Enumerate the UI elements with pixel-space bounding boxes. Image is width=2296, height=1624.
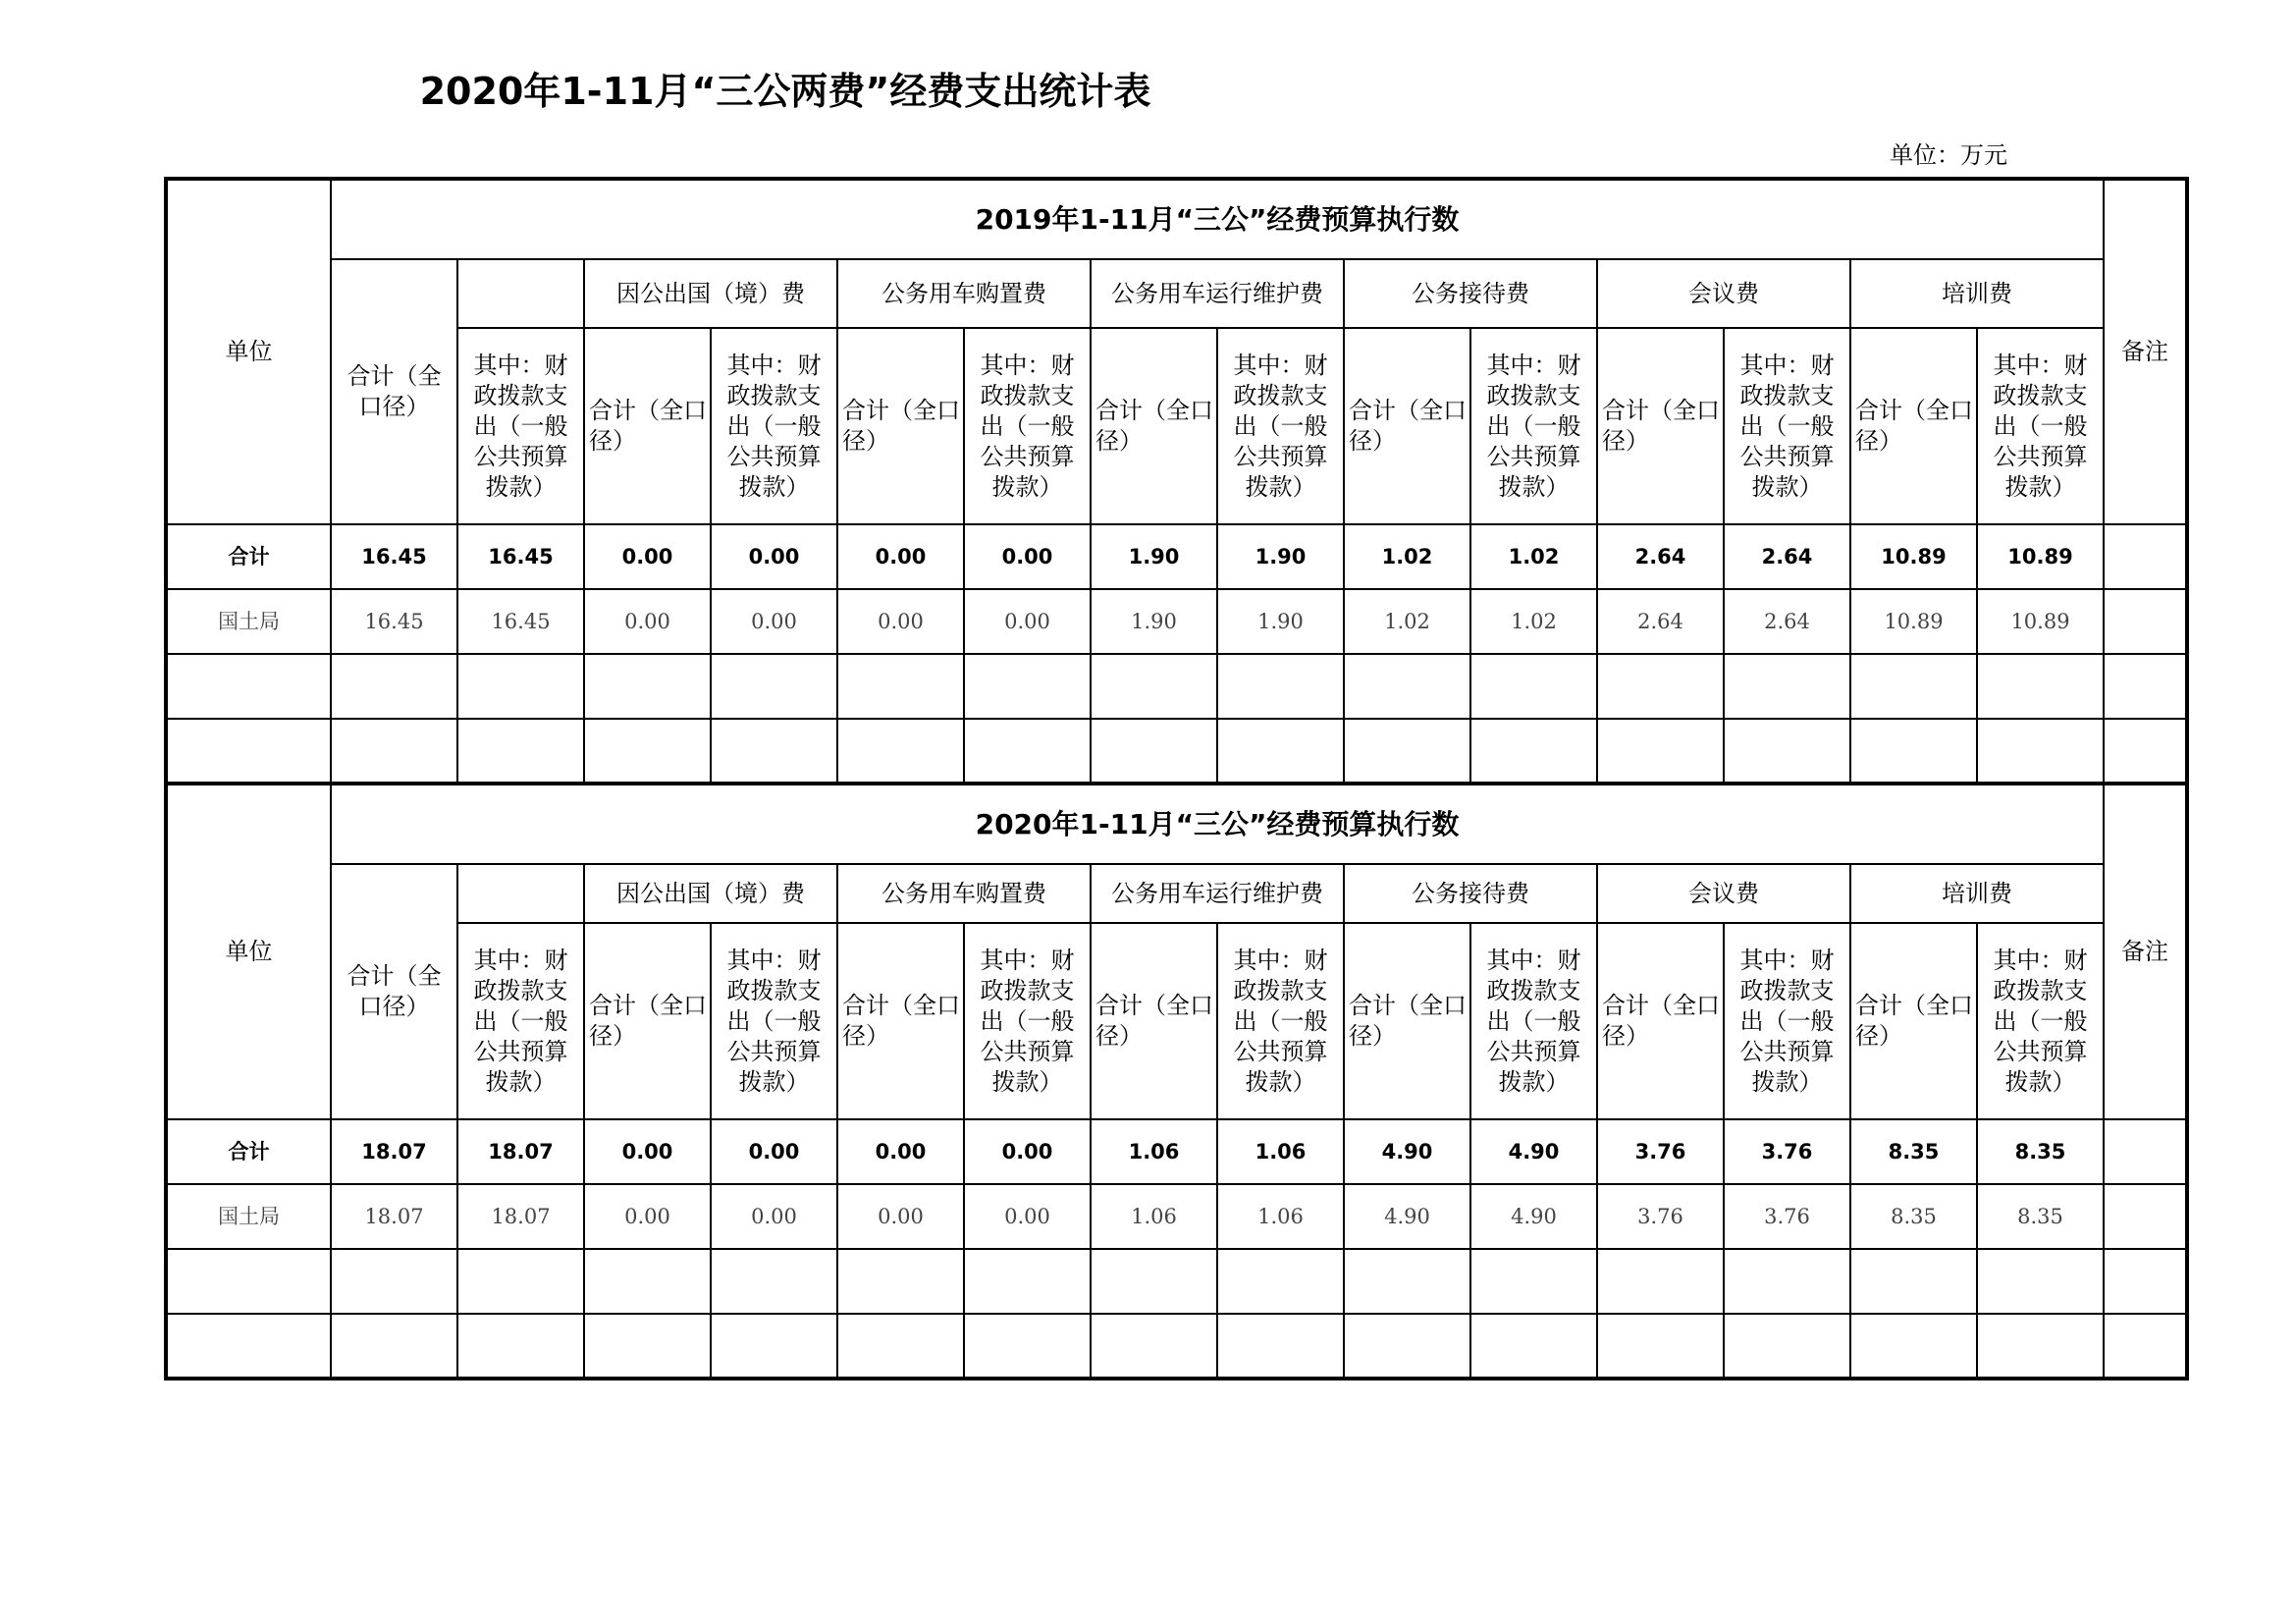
unit-header: 单位 — [166, 784, 331, 1119]
empty-cell — [1850, 719, 1977, 784]
empty-row — [166, 719, 2187, 784]
sub-total-header: 合计（全口径） — [1850, 328, 1977, 524]
empty-cell — [331, 1314, 457, 1379]
total-all-header: 合计（全口径） — [331, 864, 457, 1119]
fiscal-header: 其中：财政拨款支出（一般公共预算拨款） — [964, 923, 1091, 1119]
empty-cell — [711, 1249, 837, 1314]
value-cell: 0.00 — [837, 1184, 964, 1249]
empty-cell — [331, 654, 457, 719]
empty-cell — [2104, 1249, 2187, 1314]
value-cell: 0.00 — [711, 1119, 837, 1184]
page-title: 2020年1-11月“三公两费”经费支出统计表 — [419, 70, 1151, 113]
empty-cell — [1597, 1249, 1724, 1314]
value-cell: 2.64 — [1597, 589, 1724, 654]
value-cell: 0.00 — [584, 524, 711, 589]
remark-cell — [2104, 589, 2187, 654]
empty-cell — [1344, 1249, 1470, 1314]
value-cell: 8.35 — [1850, 1119, 1977, 1184]
category-header: 公务用车运行维护费 — [1091, 864, 1344, 923]
empty-cell — [1344, 719, 1470, 784]
empty-cell — [1977, 654, 2104, 719]
fiscal-header: 其中：财政拨款支出（一般公共预算拨款） — [1724, 328, 1850, 524]
value-cell: 1.02 — [1470, 589, 1597, 654]
table-row — [166, 1119, 2187, 1184]
value-cell: 3.76 — [1724, 1184, 1850, 1249]
value-cell: 3.76 — [1724, 1119, 1850, 1184]
fiscal-header: 其中：财政拨款支出（一般公共预算拨款） — [964, 328, 1091, 524]
value-cell: 0.00 — [837, 1119, 964, 1184]
blank-header-cell — [457, 864, 584, 923]
empty-cell — [711, 1314, 837, 1379]
value-cell: 1.06 — [1091, 1119, 1217, 1184]
empty-cell — [584, 654, 711, 719]
value-cell: 18.07 — [457, 1119, 584, 1184]
table-row — [166, 524, 2187, 589]
empty-cell — [1217, 719, 1344, 784]
category-header: 培训费 — [1850, 864, 2104, 923]
empty-cell — [964, 719, 1091, 784]
empty-cell — [2104, 719, 2187, 784]
value-cell: 1.02 — [1470, 524, 1597, 589]
unit-label: 单位：万元 — [1890, 141, 2007, 169]
value-cell: 0.00 — [964, 524, 1091, 589]
value-cell: 1.90 — [1091, 589, 1217, 654]
empty-cell — [166, 1314, 331, 1379]
fiscal-header: 其中：财政拨款支出（一般公共预算拨款） — [1217, 328, 1344, 524]
category-header: 因公出国（境）费 — [584, 864, 837, 923]
category-header: 公务用车运行维护费 — [1091, 259, 1344, 328]
fiscal-header: 其中：财政拨款支出（一般公共预算拨款） — [1977, 923, 2104, 1119]
value-cell: 3.76 — [1597, 1119, 1724, 1184]
value-cell: 2.64 — [1724, 589, 1850, 654]
category-header: 培训费 — [1850, 259, 2104, 328]
value-cell: 10.89 — [1977, 589, 2104, 654]
fiscal-header: 其中：财政拨款支出（一般公共预算拨款） — [1470, 328, 1597, 524]
empty-cell — [837, 719, 964, 784]
value-cell: 0.00 — [584, 1184, 711, 1249]
empty-cell — [1977, 1249, 2104, 1314]
empty-cell — [584, 1249, 711, 1314]
value-cell: 0.00 — [584, 1119, 711, 1184]
empty-cell — [1597, 719, 1724, 784]
value-cell: 0.00 — [584, 589, 711, 654]
section-heading-row — [166, 179, 2187, 259]
remark-cell — [2104, 1119, 2187, 1184]
value-cell: 0.00 — [711, 589, 837, 654]
empty-cell — [457, 654, 584, 719]
row-unit-name: 国土局 — [166, 589, 331, 654]
value-cell: 10.89 — [1977, 524, 2104, 589]
value-cell: 0.00 — [964, 1119, 1091, 1184]
fiscal-header: 其中：财政拨款支出（一般公共预算拨款） — [457, 923, 584, 1119]
category-header: 会议费 — [1597, 864, 1850, 923]
empty-cell — [711, 719, 837, 784]
value-cell: 4.90 — [1344, 1184, 1470, 1249]
value-cell: 0.00 — [711, 1184, 837, 1249]
empty-cell — [457, 1314, 584, 1379]
table-row — [166, 1184, 2187, 1249]
value-cell: 1.06 — [1217, 1184, 1344, 1249]
blank-header-cell — [457, 259, 584, 328]
category-header: 公务用车购置费 — [837, 259, 1091, 328]
value-cell: 4.90 — [1470, 1184, 1597, 1249]
empty-cell — [1470, 654, 1597, 719]
empty-cell — [166, 719, 331, 784]
empty-cell — [1597, 654, 1724, 719]
empty-row — [166, 1249, 2187, 1314]
expense-table — [164, 177, 2189, 1380]
empty-cell — [1724, 654, 1850, 719]
sub-total-header: 合计（全口径） — [1597, 923, 1724, 1119]
value-cell: 16.45 — [331, 524, 457, 589]
value-cell: 1.06 — [1091, 1184, 1217, 1249]
category-header: 会议费 — [1597, 259, 1850, 328]
empty-cell — [1091, 1314, 1217, 1379]
value-cell: 1.02 — [1344, 524, 1470, 589]
total-all-header: 合计（全口径） — [331, 259, 457, 524]
value-cell: 0.00 — [837, 589, 964, 654]
value-cell: 3.76 — [1597, 1184, 1724, 1249]
value-cell: 1.02 — [1344, 589, 1470, 654]
empty-cell — [1217, 1314, 1344, 1379]
category-header-row — [166, 259, 2187, 328]
empty-cell — [837, 1249, 964, 1314]
empty-cell — [584, 719, 711, 784]
remark-cell — [2104, 1184, 2187, 1249]
category-header: 公务接待费 — [1344, 864, 1597, 923]
empty-cell — [1977, 719, 2104, 784]
sub-total-header: 合计（全口径） — [837, 923, 964, 1119]
value-cell: 16.45 — [457, 589, 584, 654]
value-cell: 1.90 — [1217, 589, 1344, 654]
empty-cell — [331, 719, 457, 784]
empty-cell — [331, 1249, 457, 1314]
sub-header-row — [166, 328, 2187, 524]
empty-cell — [1597, 1314, 1724, 1379]
sub-total-header: 合计（全口径） — [584, 328, 711, 524]
empty-cell — [837, 1314, 964, 1379]
empty-cell — [1724, 719, 1850, 784]
empty-cell — [1470, 1314, 1597, 1379]
value-cell: 1.90 — [1217, 524, 1344, 589]
sub-total-header: 合计（全口径） — [837, 328, 964, 524]
empty-cell — [1724, 1249, 1850, 1314]
empty-cell — [1850, 1249, 1977, 1314]
category-header-row — [166, 864, 2187, 923]
value-cell: 2.64 — [1597, 524, 1724, 589]
category-header: 因公出国（境）费 — [584, 259, 837, 328]
sub-total-header: 合计（全口径） — [1091, 923, 1217, 1119]
empty-cell — [166, 654, 331, 719]
section-heading: 2020年1-11月“三公”经费预算执行数 — [331, 784, 2104, 864]
empty-row — [166, 1314, 2187, 1379]
sub-total-header: 合计（全口径） — [1344, 328, 1470, 524]
empty-cell — [457, 719, 584, 784]
unit-header: 单位 — [166, 179, 331, 524]
empty-cell — [1724, 1314, 1850, 1379]
empty-cell — [837, 654, 964, 719]
empty-row — [166, 654, 2187, 719]
fiscal-header: 其中：财政拨款支出（一般公共预算拨款） — [1217, 923, 1344, 1119]
fiscal-header: 其中：财政拨款支出（一般公共预算拨款） — [1977, 328, 2104, 524]
sub-total-header: 合计（全口径） — [1850, 923, 1977, 1119]
empty-cell — [2104, 1314, 2187, 1379]
value-cell: 4.90 — [1470, 1119, 1597, 1184]
value-cell: 2.64 — [1724, 524, 1850, 589]
empty-cell — [1217, 1249, 1344, 1314]
value-cell: 18.07 — [331, 1184, 457, 1249]
value-cell: 0.00 — [964, 589, 1091, 654]
empty-cell — [711, 654, 837, 719]
row-unit-name: 合计 — [166, 524, 331, 589]
section-heading-row — [166, 784, 2187, 864]
empty-cell — [1344, 654, 1470, 719]
empty-cell — [1344, 1314, 1470, 1379]
value-cell: 1.90 — [1091, 524, 1217, 589]
fiscal-header: 其中：财政拨款支出（一般公共预算拨款） — [457, 328, 584, 524]
empty-cell — [1977, 1314, 2104, 1379]
empty-cell — [1217, 654, 1344, 719]
fiscal-header: 其中：财政拨款支出（一般公共预算拨款） — [1724, 923, 1850, 1119]
section-heading: 2019年1-11月“三公”经费预算执行数 — [331, 179, 2104, 259]
value-cell: 0.00 — [711, 524, 837, 589]
empty-cell — [1470, 1249, 1597, 1314]
remark-cell — [2104, 524, 2187, 589]
value-cell: 16.45 — [457, 524, 584, 589]
value-cell: 1.06 — [1217, 1119, 1344, 1184]
value-cell: 0.00 — [837, 524, 964, 589]
empty-cell — [1850, 1314, 1977, 1379]
empty-cell — [1470, 719, 1597, 784]
value-cell: 16.45 — [331, 589, 457, 654]
row-unit-name: 合计 — [166, 1119, 331, 1184]
fiscal-header: 其中：财政拨款支出（一般公共预算拨款） — [1470, 923, 1597, 1119]
value-cell: 8.35 — [1977, 1119, 2104, 1184]
value-cell: 10.89 — [1850, 524, 1977, 589]
table-row — [166, 589, 2187, 654]
empty-cell — [457, 1249, 584, 1314]
empty-cell — [584, 1314, 711, 1379]
value-cell: 18.07 — [331, 1119, 457, 1184]
empty-cell — [1850, 654, 1977, 719]
category-header: 公务接待费 — [1344, 259, 1597, 328]
fiscal-header: 其中：财政拨款支出（一般公共预算拨款） — [711, 923, 837, 1119]
empty-cell — [1091, 654, 1217, 719]
empty-cell — [2104, 654, 2187, 719]
value-cell: 8.35 — [1850, 1184, 1977, 1249]
remark-header: 备注 — [2104, 179, 2187, 524]
empty-cell — [1091, 719, 1217, 784]
sub-total-header: 合计（全口径） — [1091, 328, 1217, 524]
fiscal-header: 其中：财政拨款支出（一般公共预算拨款） — [711, 328, 837, 524]
empty-cell — [964, 1314, 1091, 1379]
row-unit-name: 国土局 — [166, 1184, 331, 1249]
value-cell: 18.07 — [457, 1184, 584, 1249]
sub-header-row — [166, 923, 2187, 1119]
value-cell: 4.90 — [1344, 1119, 1470, 1184]
value-cell: 10.89 — [1850, 589, 1977, 654]
empty-cell — [1091, 1249, 1217, 1314]
value-cell: 0.00 — [964, 1184, 1091, 1249]
empty-cell — [166, 1249, 331, 1314]
sub-total-header: 合计（全口径） — [584, 923, 711, 1119]
empty-cell — [964, 1249, 1091, 1314]
remark-header: 备注 — [2104, 784, 2187, 1119]
empty-cell — [964, 654, 1091, 719]
value-cell: 8.35 — [1977, 1184, 2104, 1249]
category-header: 公务用车购置费 — [837, 864, 1091, 923]
sub-total-header: 合计（全口径） — [1597, 328, 1724, 524]
sub-total-header: 合计（全口径） — [1344, 923, 1470, 1119]
